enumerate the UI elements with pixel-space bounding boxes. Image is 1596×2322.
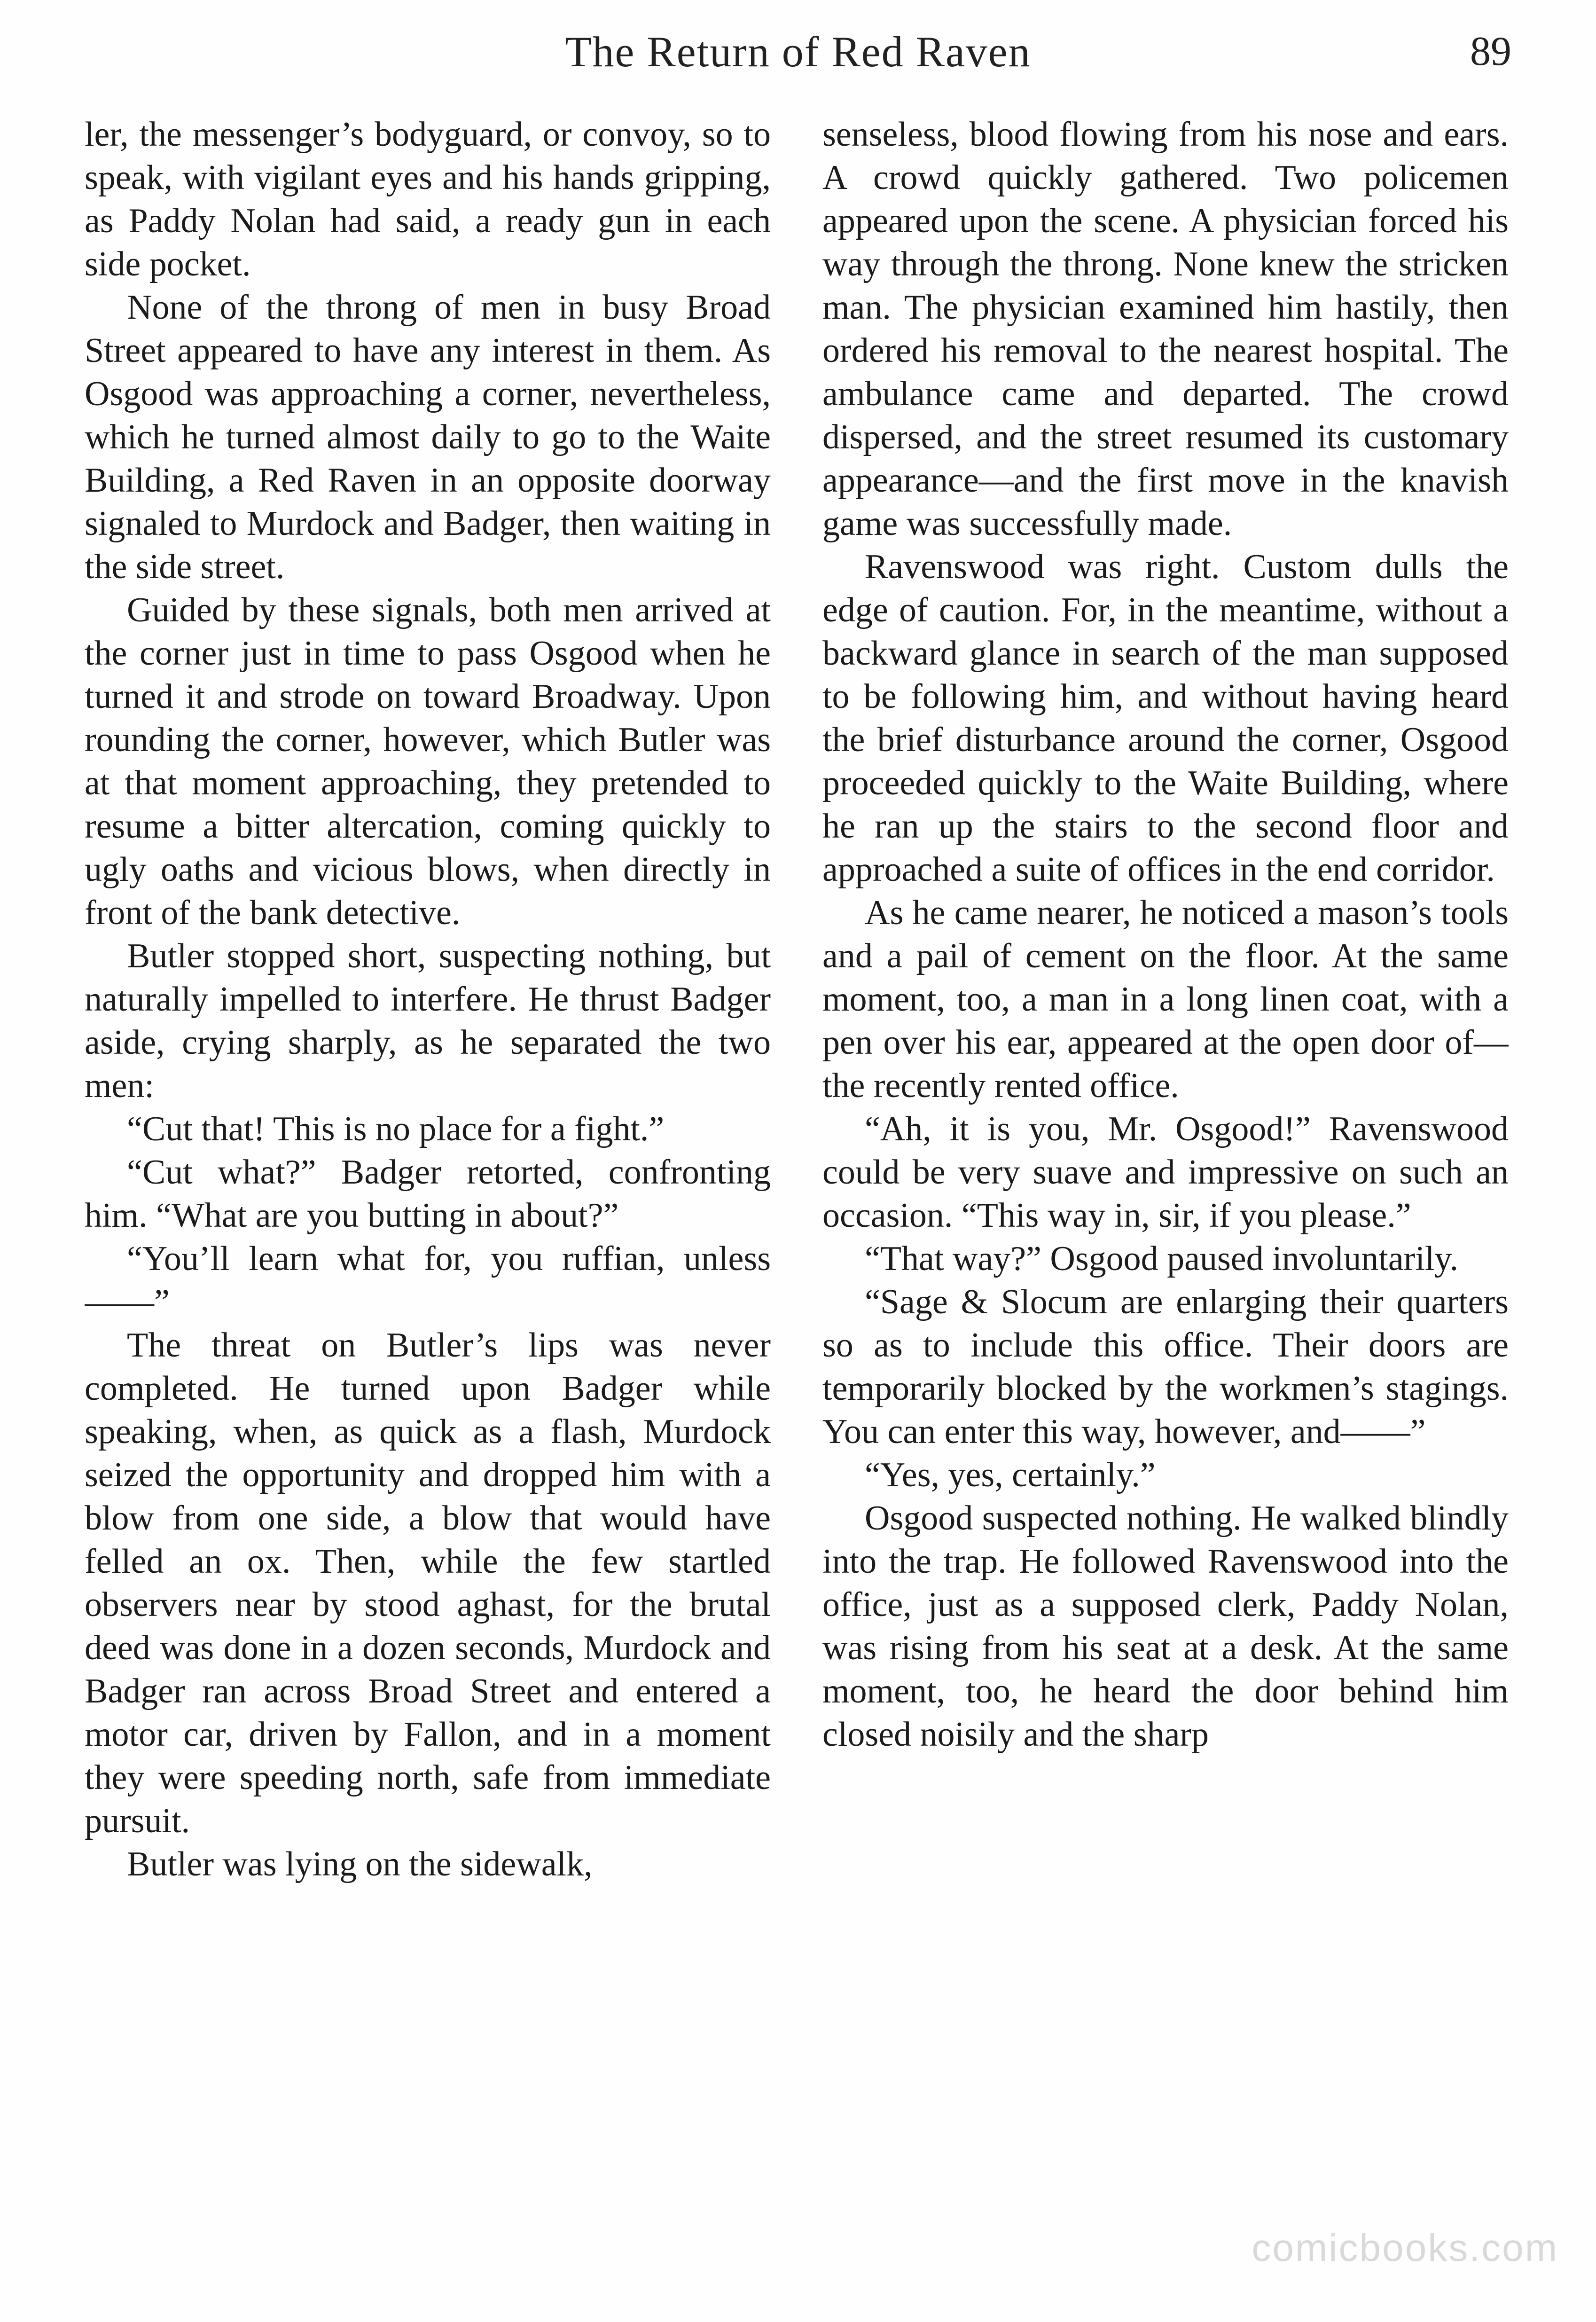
watermark: comicbooks.com [1252,2227,1558,2269]
paragraph: “Cut what?” Badger retorted, confronting him. “What are you butting in about?” [85,1153,771,1235]
paragraph: “Cut that! This is no place for a fight.” [127,1110,665,1148]
paragraph: “That way?” Osgood paused involuntarily. [865,1239,1459,1278]
paragraph: Butler was lying on the sidewalk, [127,1845,593,1883]
paragraph: “Yes, yes, certainly.” [865,1456,1156,1494]
paragraph: None of the throng of men in busy Broad Street appeared to have any interest in them. As Osgood was approaching a corner, nevertheless, which he turned almost daily to go to the Waite Building, a Red Raven in an opposite doorway signaled to Murdock and Badger, then waiting in the side street. [85,288,771,586]
paragraph: Butler stopped short, suspecting nothing, but naturally impelled to interfere. He thrust Badger aside, crying sharply, as he separated the two men: [85,937,771,1105]
paragraph: “Sage & Slocum are enlarging their quarters so as to include this office. Their doors are temporarily blocked by the workmen’s stagings. You can enter this way, however, and——” [822,1283,1509,1451]
paragraph: “You’ll learn what for, you ruffian, unless——” [85,1239,771,1321]
right-column [822,113,1509,2275]
paragraph: Osgood suspected nothing. He walked blindly into the trap. He followed Ravenswood into the office, just as a supposed clerk, Paddy Nolan, was rising from his seat at a desk. At the same moment, too, he heard the door behind him closed noisily and the sharp [822,1499,1509,1754]
paragraph: Ravenswood was right. Custom dulls the edge of caution. For, in the meantime, without a backward glance in search of the man supposed to be following him, and without having heard the brief disturbance around the corner, Osgood proceeded quickly to the Waite Building, where he ran up the stairs to the second floor and approached a suite of offices in the end corridor. [822,548,1509,889]
paragraph: ler, the messenger’s bodyguard, or convoy, so to speak, with vigilant eyes and his hands gripping, as Paddy Nolan had said, a ready gun in each side pocket. [85,115,771,283]
paragraph: The threat on Butler’s lips was never completed. He turned upon Badger while speaking, when, as quick as a flash, Murdock seized the opportunity and dropped him with a blow from one side, a blow that would have felled an ox. Then, while the few startled observers near by stood aghast, for the brutal deed was done in a dozen seconds, Murdock and Badger ran across Broad Street and entered a motor car, driven by Fallon, and in a moment they were speeding north, safe from immediate pursuit. [85,1326,771,1840]
page-header [85,24,1511,80]
paragraph: Guided by these signals, both men arrived at the corner just in time to pass Osgood when he turned it and strode on toward Broadway. Upon rounding the corner, however, which Butler was at that moment approaching, they pretended to resume a bitter altercation, coming quickly to ugly oaths and vicious blows, when directly in front of the bank detective. [85,591,771,932]
page-number: 89 [1470,29,1511,74]
paragraph: As he came nearer, he noticed a mason’s tools and a pail of cement on the floor. At the same moment, too, a man in a long linen coat, with a pen over his ear, appeared at the open door of—the recently rented office. [822,894,1509,1105]
paragraph: senseless, blood flowing from his nose and ears. A crowd quickly gathered. Two policemen appeared upon the scene. A physician forced his way through the throng. None knew the stricken man. The physician examined him hastily, then ordered his removal to the nearest hospital. The ambulance came and departed. The crowd dispersed, and the street resumed its customary appearance—and the first move in the knavish game was successfully made. [822,115,1509,543]
left-column [85,113,771,2275]
running-title: The Return of Red Raven [565,28,1031,76]
paragraph: “Ah, it is you, Mr. Osgood!” Ravenswood could be very suave and impressive on such an occasion. “This way in, sir, if you please.” [822,1110,1509,1235]
